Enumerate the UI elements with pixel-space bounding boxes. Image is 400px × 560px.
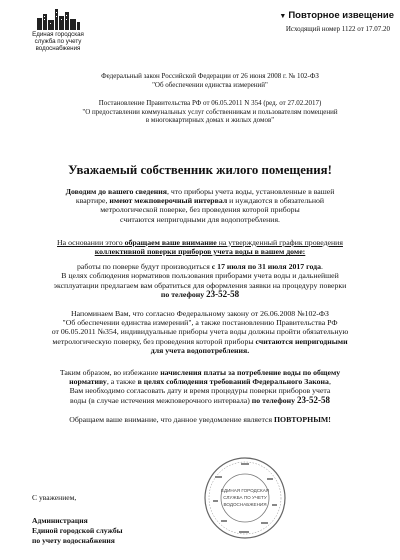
official-stamp [203, 456, 287, 540]
text: В целях соблюдения нормативов пользования приборами учета воды и дальнейшей [61, 271, 339, 281]
text: Вам необходимо согласовать дату и время процедуры поверки приборов учета [69, 386, 331, 396]
text: Напоминаем Вам, что согласно Федеральному закону от 26.06.2008 №102-ФЗ [71, 309, 329, 319]
text: и нуждаются в обязательной [227, 196, 325, 206]
paragraph-5: Таким образом, во избежание начисления платы за потребление воды по общему нормативу, а также в целях соблюдения требований Федерального Закона, Вам необходимо согласовать дату и время процедуры поверки приборов учета воды (в случае истечения межповерочного интервала) по телефону 23-52-58 [10, 368, 390, 405]
stamp-line-1: ЕДИНАЯ ГОРОДСКАЯ [220, 488, 270, 493]
stamp-line-3: ВОДОСНАБЖЕНИЯ [223, 502, 267, 507]
triangle-down-icon: ▼ [279, 13, 287, 20]
legal-references [30, 72, 390, 125]
text: Таким образом, во избежание [59, 368, 161, 378]
paragraph-6 [10, 415, 390, 424]
bold-text: по телефону [251, 395, 297, 405]
stamp-line-2: СЛУЖБА ПО УЧЕТУ [223, 495, 267, 500]
page-title: Уважаемый собственник жилого помещения! [68, 163, 332, 177]
phone-number: 23-52-58 [206, 288, 240, 299]
outgoing-number: Исходящий номер 1122 от 17.07.20 [285, 25, 390, 33]
text: "Об обеспечении единства измерений", а также постановлению Правительства РФ [62, 318, 338, 328]
bold-text: коллективной поверки приборов учета воды в вашем доме: [94, 247, 306, 257]
repeat-notice-label [279, 10, 394, 21]
repeat-notice-text: Повторное извещение [288, 10, 394, 21]
text: , а также [106, 377, 138, 387]
notice-body [10, 187, 390, 424]
signature-line-3: по учету водоснабжения [32, 536, 115, 545]
city-skyline-icon [35, 8, 81, 30]
text: На основании этого [57, 237, 125, 247]
phone-number: 23-52-58 [297, 394, 330, 405]
signature-line-1: Администрация [32, 516, 88, 525]
bold-text: имеют межповерочный интервал [109, 196, 228, 206]
text: Обращаем ваше внимание, что данное уведомление является [69, 414, 274, 424]
federal-law: Федеральный закон Российской Федерации от 26 июня 2008 г. № 102-ФЗ [101, 72, 319, 80]
text: от 06.05.2011 №354, индивидуальные приборы учета воды должны пройти обязательную [51, 327, 349, 337]
bold-text: в целях соблюдения требований Федерального Закона [137, 377, 329, 387]
text: воды (в случае истечения межповерочного интервала) [69, 395, 252, 405]
bold-text: начисления платы за потребление воды по общему [160, 368, 341, 378]
text: квартире, [75, 196, 110, 206]
signature-block [32, 516, 123, 546]
logo-text: Единая городская служба по учету водоснабжения [32, 31, 84, 52]
paragraph-4 [10, 309, 390, 355]
paragraph-3: работы по поверке будут производиться с 17 июля по 31 июля 2017 года. В целях соблюдения нормативов пользования приборами учета воды и дальнейшей эксплуатации предлагаем вам обратиться для оформления заявки на процедуру поверки по телефону 23-52-58 [10, 262, 390, 299]
resolution-title-line-2: в многоквартирных домах и жилых домов" [145, 116, 275, 125]
bold-text: ПОВТОРНЫМ! [273, 414, 331, 424]
text: работы по поверке будут производиться [77, 262, 212, 272]
paragraph-1 [10, 187, 390, 224]
bold-text: нормативу [69, 377, 107, 387]
logo [26, 8, 90, 52]
resolution-title-line-1: "О предоставлении коммунальных услуг собственникам и пользователям помещений [82, 107, 338, 116]
text: на утвержденный график проведения [216, 237, 343, 247]
bold-text: обращаем ваше внимание [124, 237, 217, 247]
signature-line-2: Единой городской службы [32, 526, 123, 535]
closing-regards: С уважением, [32, 493, 77, 502]
federal-law-title: "Об обеспечении единства измерений" [152, 80, 268, 89]
bold-text: Доводим до вашего сведения [65, 187, 167, 196]
resolution: Постановление Правительства РФ от 06.05.2011 N 354 (ред. от 27.02.2017) [98, 99, 322, 108]
text: метрологической поверке, без проведения которой приборы [100, 205, 300, 215]
bold-text: для учета водопотребления. [150, 345, 250, 355]
text: эксплуатации предлагаем вам обратиться для оформления заявки на процедуру поверки [53, 280, 347, 290]
text: считаются непригодными для водопотребления. [120, 214, 280, 224]
text: метрологическую поверку, без проведения которой приборы [52, 336, 256, 346]
text: , что приборы учета воды, установленные в вашей [166, 187, 335, 196]
paragraph-2 [10, 238, 390, 256]
bold-text: по телефону [160, 289, 207, 299]
bold-text: считаются непригодными [255, 336, 348, 346]
bold-text: с 17 июля по 31 июля 2017 года [211, 262, 322, 272]
